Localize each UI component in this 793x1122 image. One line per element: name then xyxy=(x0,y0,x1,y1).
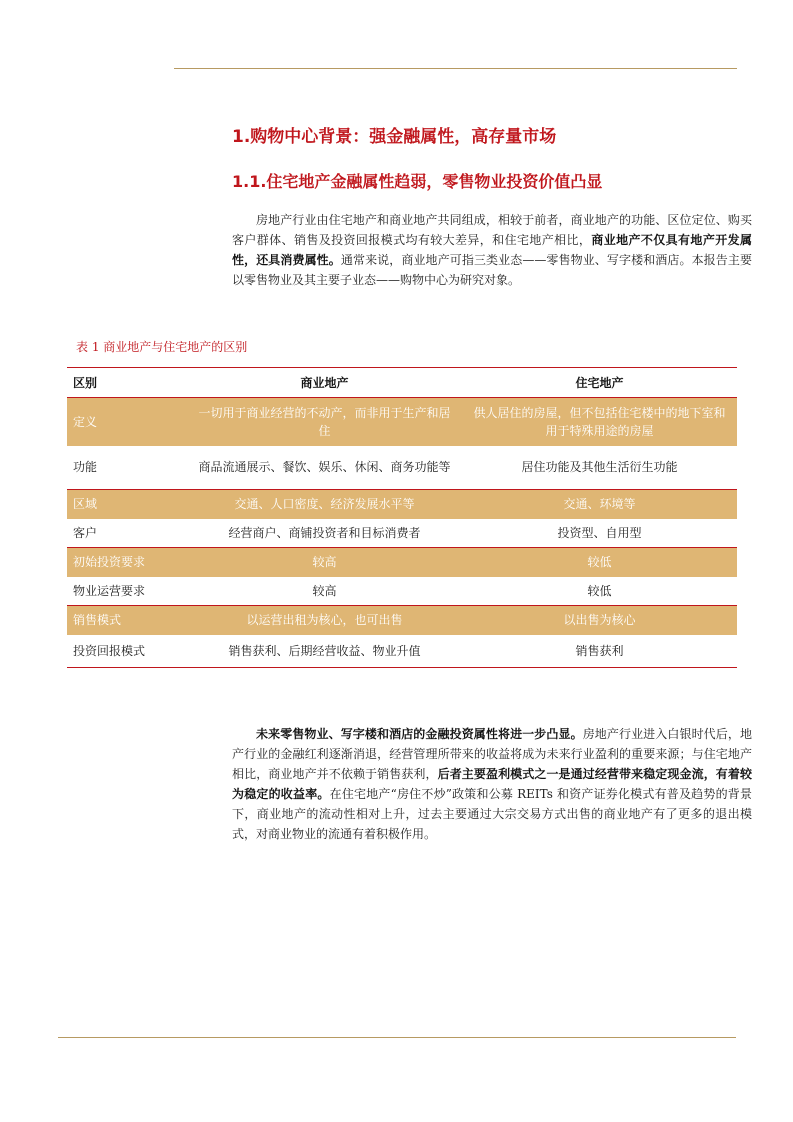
commercial-cell: 以运营出租为核心，也可出售 xyxy=(187,606,462,635)
subsection-heading: 1.1.住宅地产金融属性趋弱，零售物业投资价值凸显 xyxy=(232,172,603,191)
section-heading: 1.购物中心背景：强金融属性，高存量市场 xyxy=(232,127,557,147)
table-row xyxy=(67,635,737,668)
commercial-cell: 较高 xyxy=(312,583,337,598)
table-row xyxy=(67,519,737,548)
residential-cell: 交通、环境等 xyxy=(462,490,737,519)
footer-rule xyxy=(58,1037,736,1038)
row-label: 功能 xyxy=(73,460,98,475)
outlook-text-1: 房地产行业进入白银时代后，地产行业的金融红利逐渐消退，经营管理所带来的收益将成为未来行业盈利的重要来源；与住宅地产相比，商业地产并不依赖于销售获利， xyxy=(232,727,752,781)
row-label: 投资回报模式 xyxy=(67,635,187,668)
table-row xyxy=(67,606,737,635)
intro-bold-1: 商业地产不仅具有地产开发属性，还具消费属性。 xyxy=(232,233,752,267)
header-cell-residential: 住宅地产 xyxy=(462,368,737,398)
outlook-bold-2: 后者主要盈利模式之一是通过经营带来稳定现金流，有着较为稳定的收益率。 xyxy=(232,767,752,801)
header-cell-category: 区别 xyxy=(67,368,187,398)
residential-cell: 较低 xyxy=(587,583,612,598)
intro-text-1: 房地产行业由住宅地产和商业地产共同组成，相较于前者，商业地产的功能、区位定位、购买客户群体、销售及投资回报模式均有较大差异，和住宅地产相比， xyxy=(232,213,752,247)
comparison-table xyxy=(67,367,737,668)
outlook-paragraph xyxy=(232,724,752,844)
residential-cell: 销售获利 xyxy=(462,635,737,668)
commercial-cell: 一切用于商业经营的不动产，而非用于生产和居住 xyxy=(187,398,462,446)
residential-cell: 以出售为核心 xyxy=(462,606,737,635)
outlook-bold-1: 未来零售物业、写字楼和酒店的金融投资属性将进一步凸显。 xyxy=(256,727,583,741)
table-row xyxy=(67,446,737,490)
outlook-text-2: 在住宅地产“房住不炒”政策和公募 REITs 和资产证券化模式有普及趋势的背景下，商业地产的流动性相对上升，过去主要通过大宗交易方式出售的商业地产有了更多的退出模式，对商业物业的流通有着积极作用。 xyxy=(232,787,752,841)
residential-cell: 供人居住的房屋，但不包括住宅楼中的地下室和用于特殊用途的房屋 xyxy=(462,398,737,446)
commercial-cell: 交通、人口密度、经济发展水平等 xyxy=(187,490,462,519)
table-row xyxy=(67,490,737,519)
residential-cell: 较低 xyxy=(462,548,737,577)
table-row xyxy=(67,548,737,577)
table-row xyxy=(67,577,737,606)
table-row xyxy=(67,398,737,446)
commercial-cell: 销售获利、后期经营收益、物业升值 xyxy=(187,635,462,668)
header-rule xyxy=(174,68,737,69)
commercial-cell: 较高 xyxy=(187,548,462,577)
commercial-cell: 经营商户、商铺投资者和目标消费者 xyxy=(228,525,421,540)
row-label: 销售模式 xyxy=(67,606,187,635)
row-label: 物业运营要求 xyxy=(73,583,146,598)
residential-cell: 投资型、自用型 xyxy=(557,525,642,540)
row-label: 客户 xyxy=(73,525,98,540)
row-label: 定义 xyxy=(67,398,187,446)
commercial-cell: 商品流通展示、餐饮、娱乐、休闲、商务功能等 xyxy=(198,460,451,475)
table-caption: 表 1 商业地产与住宅地产的区别 xyxy=(76,340,248,354)
intro-text-2: 通常来说，商业地产可指三类业态——零售物业、写字楼和酒店。本报告主要以零售物业及其主要子业态——购物中心为研究对象。 xyxy=(232,253,752,287)
row-label: 初始投资要求 xyxy=(67,548,187,577)
row-label: 区域 xyxy=(67,490,187,519)
intro-paragraph xyxy=(232,210,752,290)
table-header-row xyxy=(67,368,737,398)
residential-cell: 居住功能及其他生活衍生功能 xyxy=(521,460,678,475)
header-cell-commercial: 商业地产 xyxy=(187,368,462,398)
